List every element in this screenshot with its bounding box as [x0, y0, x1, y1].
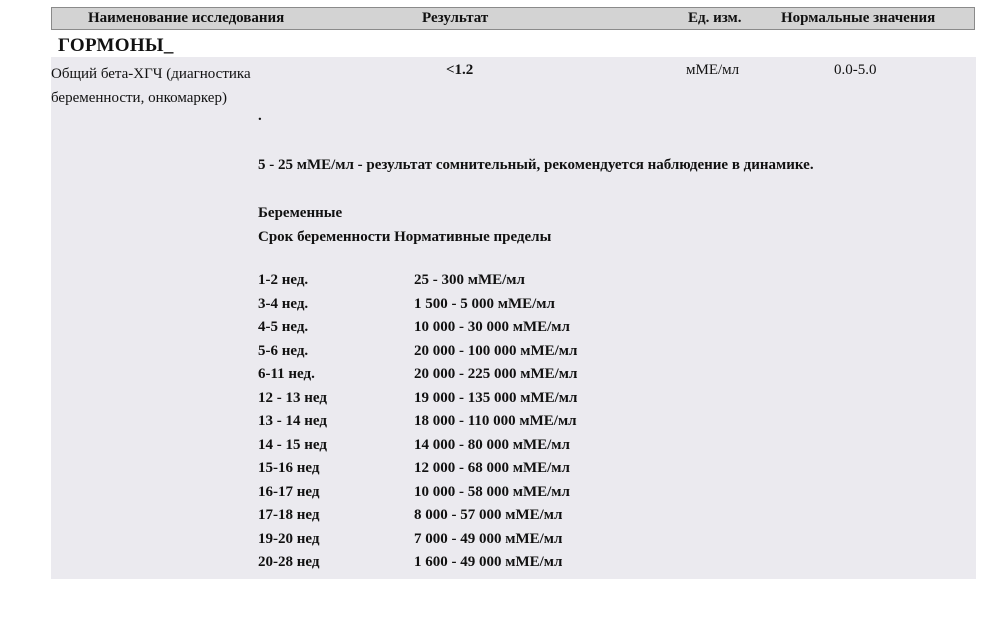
term: 16-17 нед: [258, 483, 320, 500]
term: 14 - 15 нед: [258, 436, 327, 453]
range: 18 000 - 110 000 мМЕ/мл: [414, 413, 577, 429]
column-header-name: Наименование исследования: [88, 10, 285, 26]
reference-table-header: Срок беременности Нормативные пределы: [258, 229, 552, 245]
column-header-unit: Ед. изм.: [688, 10, 742, 26]
range: 10 000 - 58 000 мМЕ/мл: [414, 483, 570, 500]
range: 1 600 - 49 000 мМЕ/мл: [414, 554, 563, 570]
test-name: [51, 62, 311, 110]
term: 19-20 нед: [258, 530, 320, 547]
term: 3-4 нед.: [258, 295, 309, 312]
column-header-result: Результат: [422, 10, 489, 26]
range: 14 000 - 80 000 мМЕ/мл: [414, 436, 570, 453]
term: 1-2 нед.: [258, 272, 309, 288]
range: 20 000 - 225 000 мМЕ/мл: [414, 366, 578, 382]
test-row-background: [51, 57, 976, 579]
term: 12 - 13 нед: [258, 389, 327, 406]
table-header: [51, 7, 975, 30]
term: 4-5 нед.: [258, 319, 309, 335]
term: 5-6 нед.: [258, 342, 309, 359]
term: 17-18 нед: [258, 507, 320, 523]
test-name-line1: Общий бета-ХГЧ (диагностика: [51, 66, 251, 82]
range: 7 000 - 49 000 мМЕ/мл: [414, 530, 563, 547]
doubtful-note: 5 - 25 мМЕ/мл - результат сомнительный, рекомендуется наблюдение в динамике.: [258, 157, 814, 173]
range: 10 000 - 30 000 мМЕ/мл: [414, 319, 570, 335]
range: 12 000 - 68 000 мМЕ/мл: [414, 460, 570, 476]
section-title: ГОРМОНЫ_: [58, 35, 174, 56]
term: 6-11 нед.: [258, 366, 315, 382]
range: 19 000 - 135 000 мМЕ/мл: [414, 389, 578, 406]
range: 1 500 - 5 000 мМЕ/мл: [414, 295, 555, 312]
test-name-line2: беременности, онкомаркер): [51, 90, 227, 106]
range: 25 - 300 мМЕ/мл: [414, 272, 525, 288]
pregnant-title: Беременные: [258, 205, 343, 221]
term: 13 - 14 нед: [258, 413, 327, 429]
term: 15-16 нед: [258, 460, 320, 476]
column-header-norm: Нормальные значения: [781, 10, 936, 26]
range: 20 000 - 100 000 мМЕ/мл: [414, 342, 578, 359]
test-norm: 0.0-5.0: [834, 62, 877, 78]
term: 20-28 нед: [258, 554, 320, 570]
range: 8 000 - 57 000 мМЕ/мл: [414, 507, 563, 523]
test-unit: мМЕ/мл: [686, 62, 740, 78]
test-result: <1.2: [446, 62, 474, 78]
comment-dot: .: [258, 108, 262, 124]
